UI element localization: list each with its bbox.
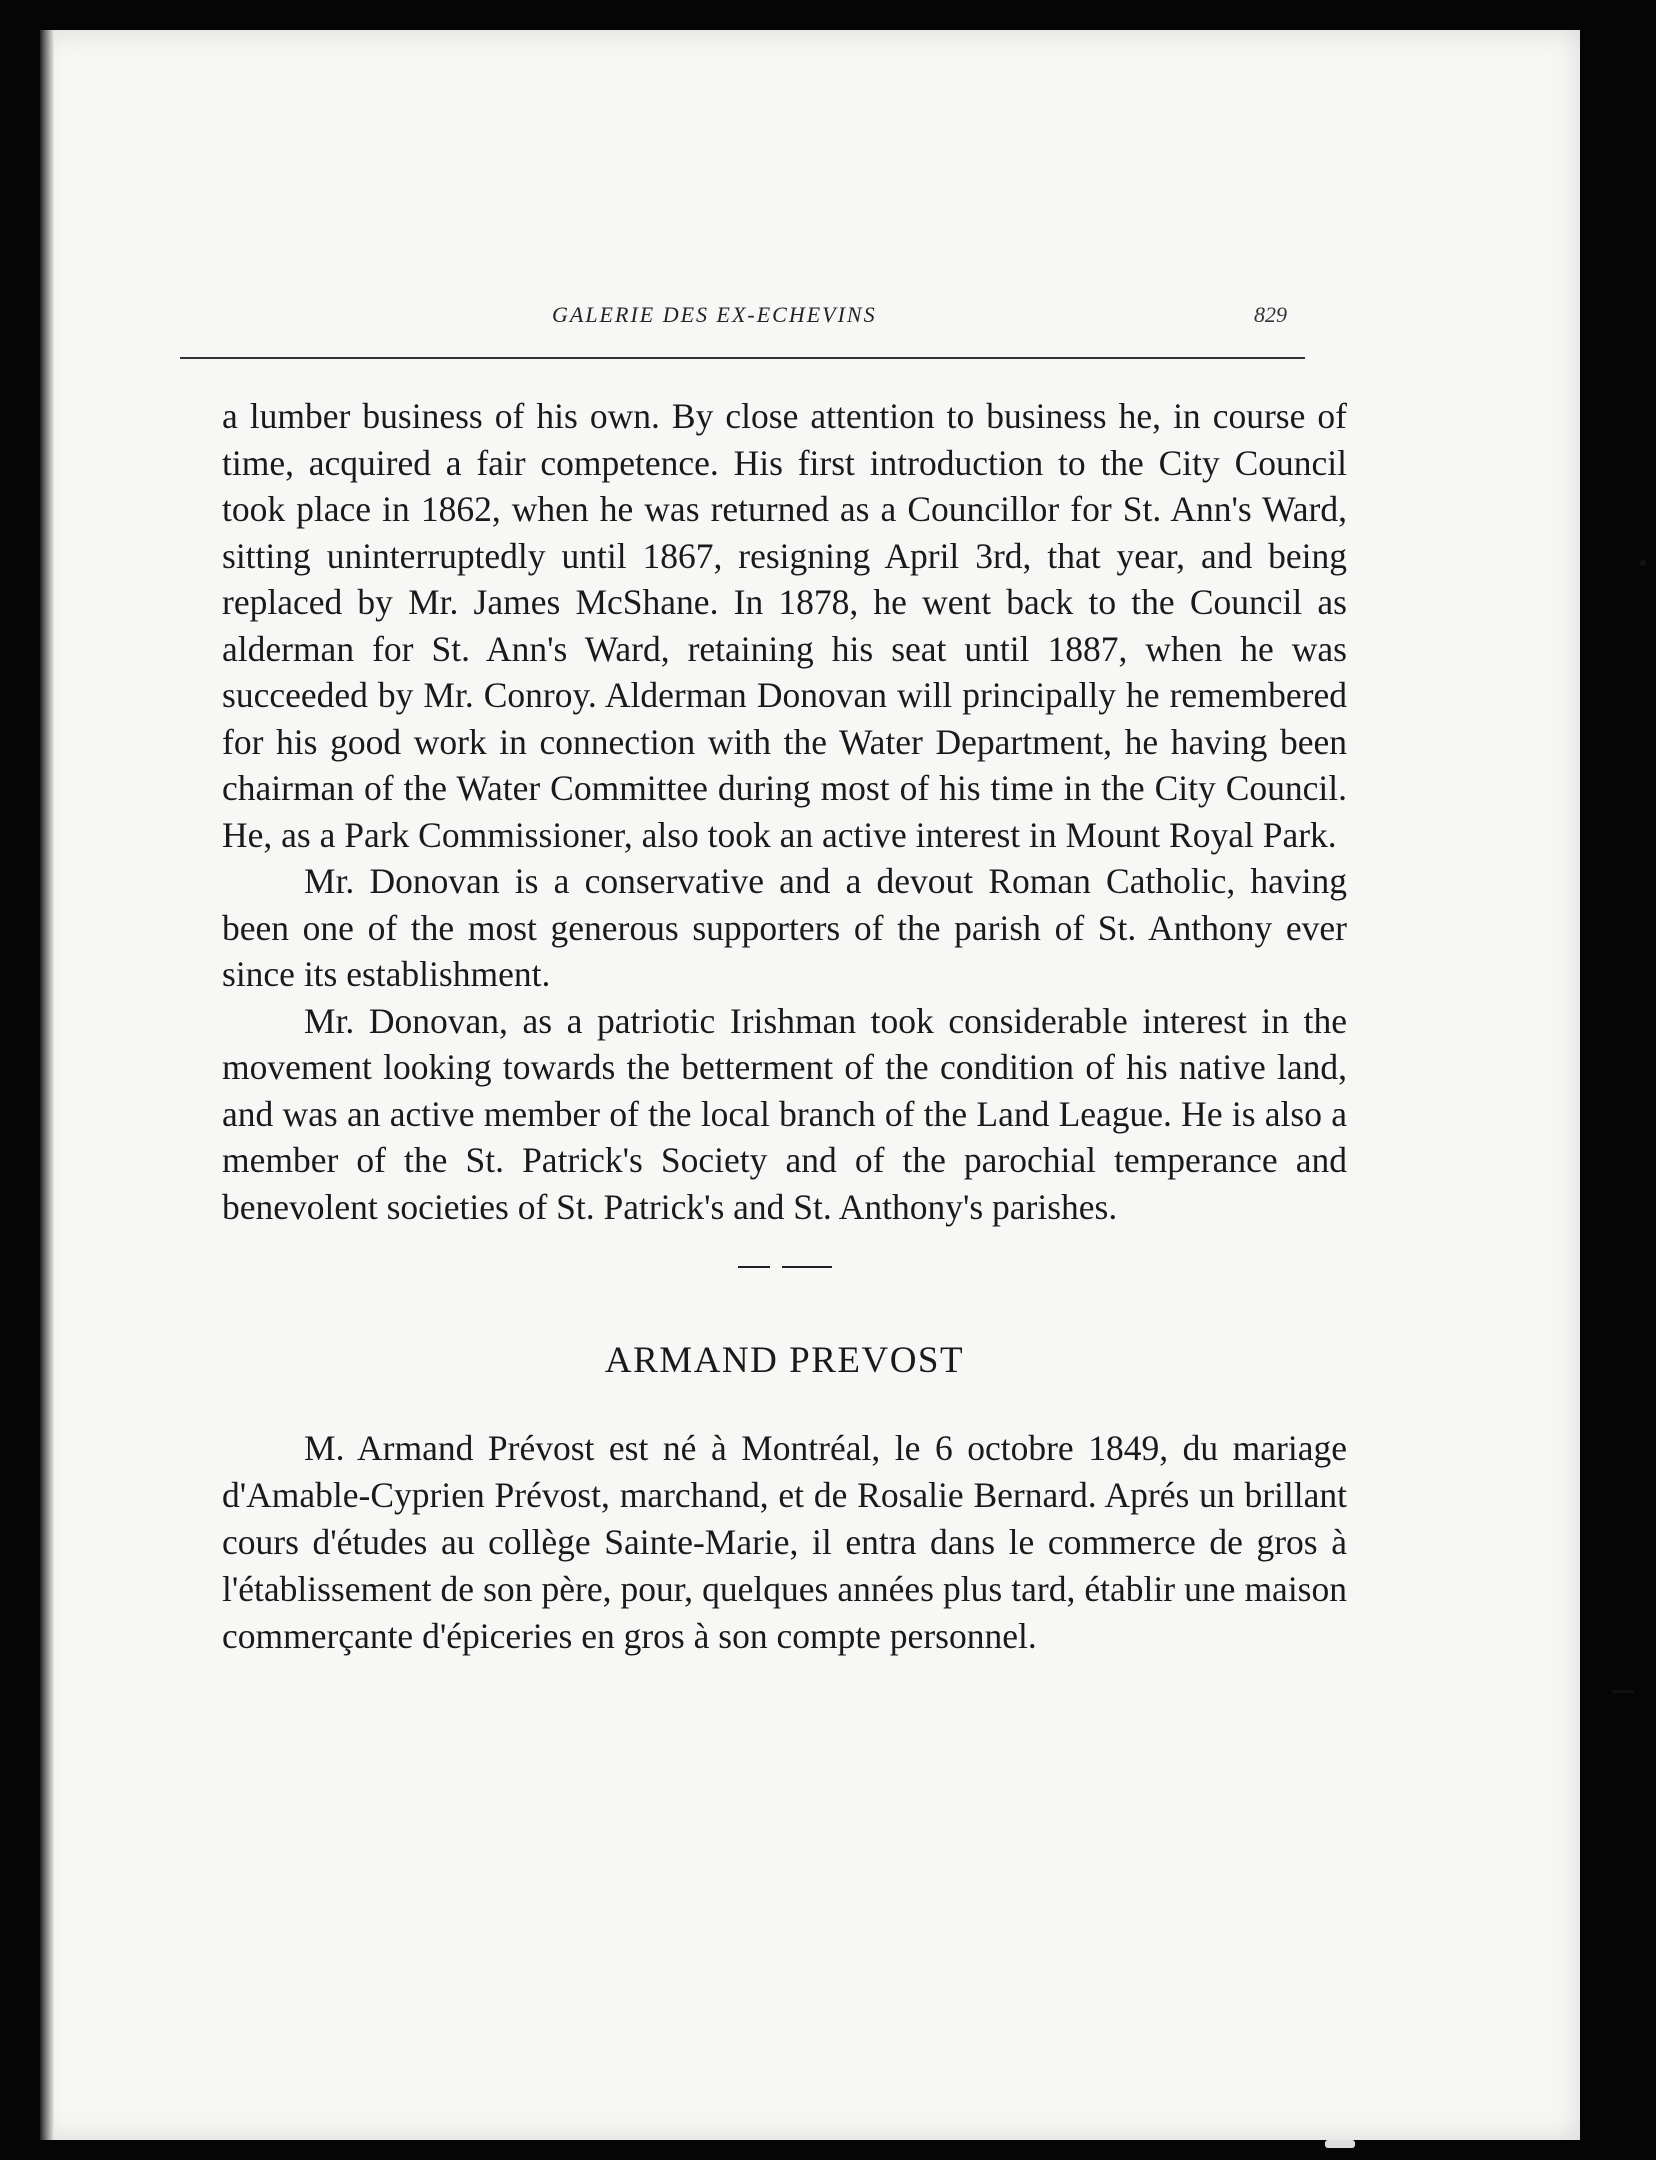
page-number: 829 [1254,302,1287,327]
running-title: GALERIE DES EX-ECHEVINS [552,302,877,327]
margin-speck [1325,2140,1355,2148]
paragraph-donovan-irish: Mr. Donovan, as a patriotic Irishman took considerable interest in the movement looking towards the betterment of the condition of his native land, and was an active member of the local branch of the Land League. He is also a member of the St. Patrick's Society and of the parochial temperance and benevolent societies of St. Patrick's and St. Anthony's parishes. [222,1000,1347,1227]
margin-speck [1640,560,1646,566]
page-binding-edge [40,30,54,2140]
paragraph-prevost-bio: M. Armand Prévost est né à Montréal, le 6 octobre 1849, du mariage d'Amable-Cyprien Prévost, marchand, et de Rosalie Bernard. Aprés un brillant cours d'études au collège Sainte-Marie, il entra dans le commerce de gros à l'établissement de son père, pour, quelques années plus tard, établir une maison commerçante d'épiceries en gros à son compte personnel. [222,1427,1347,1656]
paragraph-donovan-career: a lumber business of his own. By close attention to business he, in course of time, acquired a fair competence. His first introduction to the City Council took place in 1862, when he was returned as a Councillor for St. Ann's Ward, sitting uninterruptedly until 1867, resigning April 3rd, that year, and being replaced by Mr. James McShane. In 1878, he went back to the Council as alderman for St. Ann's Ward, retaining his seat until 1887, when he was succeeded by Mr. Conroy. Alderman Donovan will principally he remembered for his good work in connection with the Water Department, he having been chairman of the Water Committee during most of his time in the City Council. He, as a Park Commissioner, also took an active interest in Mount Royal Park. [222,396,1347,855]
page-header [180,302,1305,362]
book-page [40,30,1580,2140]
margin-speck [1612,1690,1634,1693]
page-body [222,393,1347,1660]
separator-dash-short [738,1266,770,1268]
header-rule [180,357,1305,359]
section-separator [222,1266,1347,1286]
section-title: ARMAND PREVOST [604,1340,965,1381]
separator-dash-long [782,1266,832,1268]
paragraph-donovan-religion: Mr. Donovan is a conservative and a devout Roman Catholic, having been one of the most generous supporters of the parish of St. Anthony ever since its establishment. [222,861,1347,994]
